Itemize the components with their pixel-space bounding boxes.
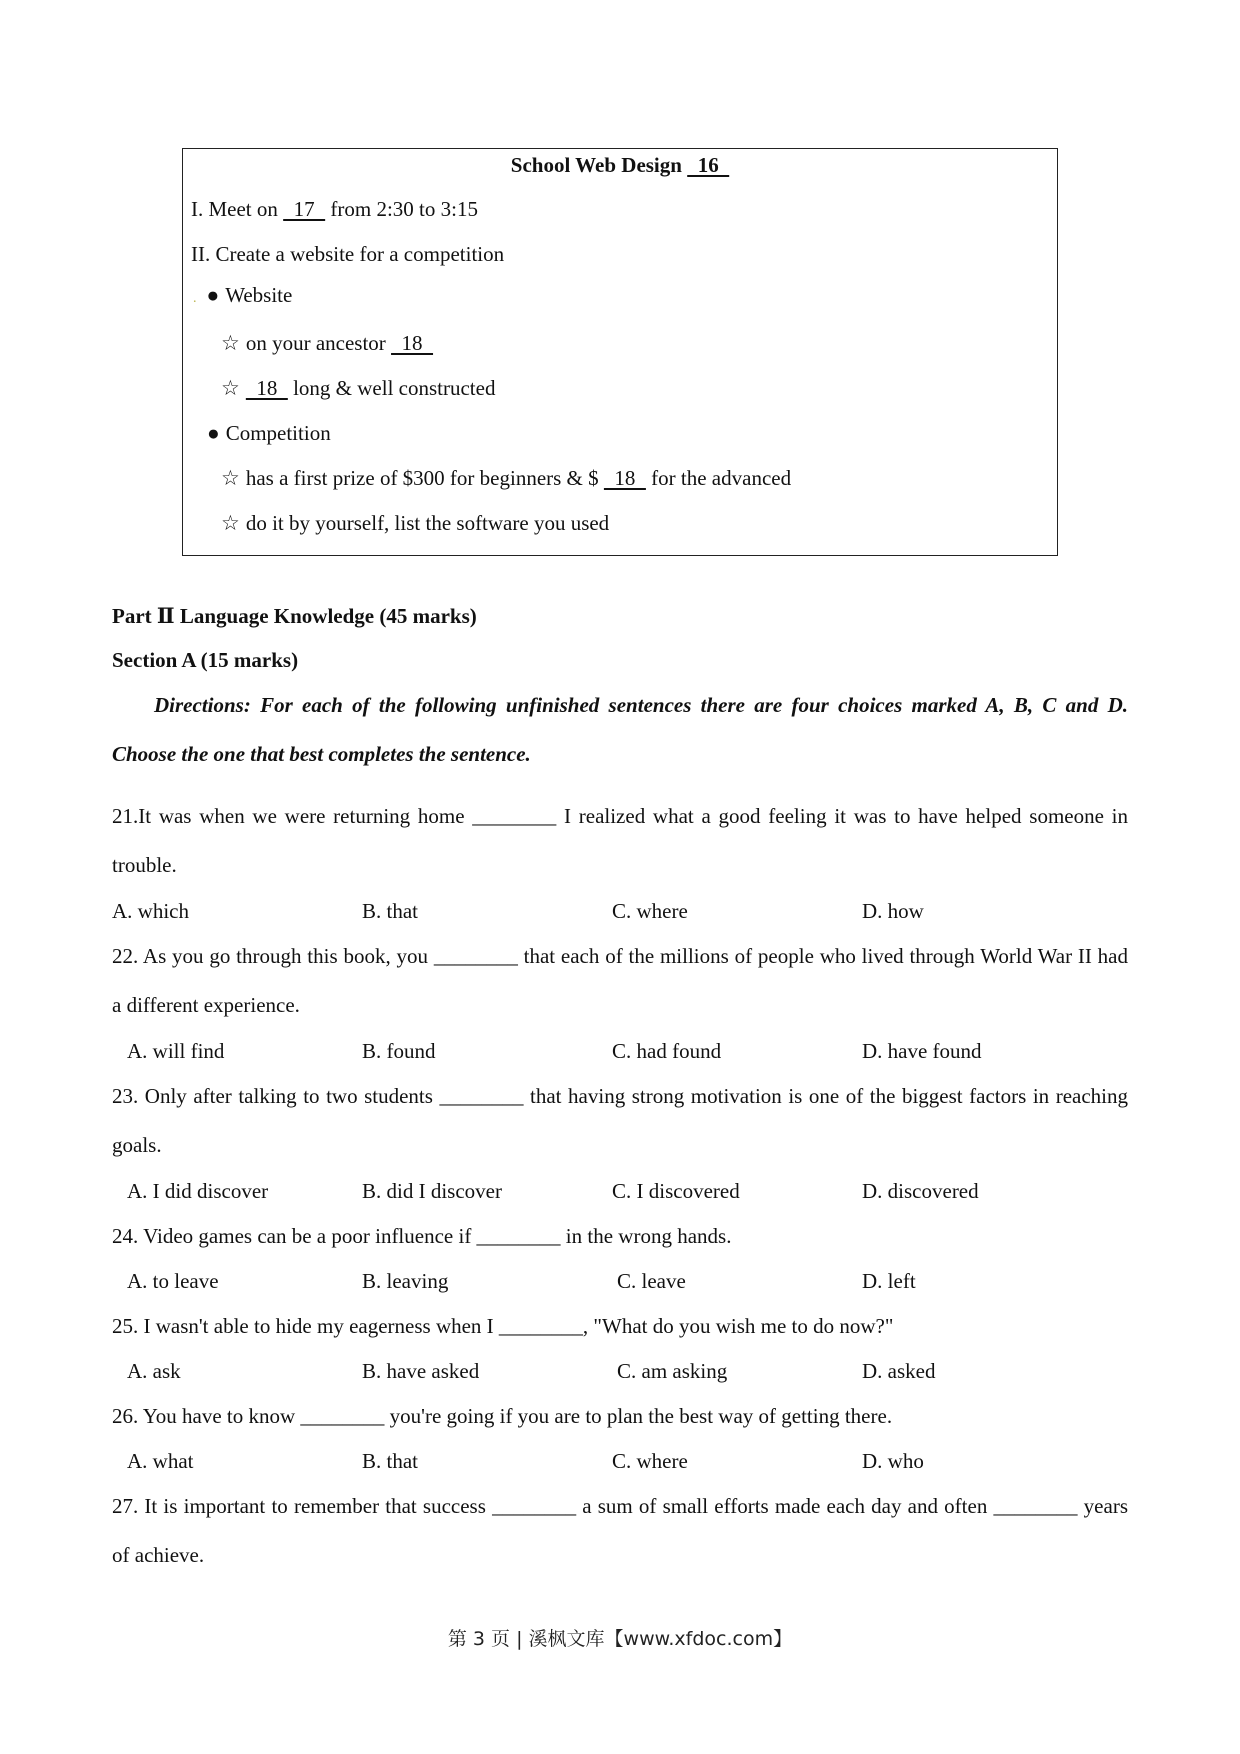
page-footer: 第 3 页 | 溪枫文库【www.xfdoc.com】 (447, 1628, 793, 1650)
question-23: 23. Only after talking to two students ________ that having strong motivation is one of the biggest factors in reaching goals. (112, 1084, 1128, 1157)
option-22-c[interactable]: C. had found (612, 1039, 722, 1063)
option-26-c[interactable]: C. where (612, 1449, 688, 1473)
option-25-b[interactable]: B. have asked (362, 1359, 480, 1383)
option-21-b[interactable]: B. that (362, 899, 418, 923)
option-23-d[interactable]: D. discovered (862, 1179, 979, 1203)
star-3-text: has a first prize of $300 for beginners & $ (245, 466, 604, 490)
notes-line-1 (191, 197, 478, 222)
notes-bullet-competition (207, 421, 331, 446)
blank-18a[interactable]: 18 (391, 331, 434, 355)
option-26-b[interactable]: B. that (362, 1449, 418, 1473)
bullet-label-website: Website (225, 283, 293, 307)
star-icon: ☆ (221, 511, 240, 535)
question-26: 26. You have to know ________ you're going if you are to plan the best way of getting there. (112, 1404, 893, 1428)
stray-dot-mark: . (193, 291, 197, 306)
option-21-d[interactable]: D. how (862, 899, 924, 923)
section-heading: Section A (15 marks) (112, 648, 299, 672)
option-23-b[interactable]: B. did I discover (362, 1179, 502, 1203)
option-22-b[interactable]: B. found (362, 1039, 436, 1063)
notes-bullet-website (193, 283, 292, 308)
notes-star-2 (221, 376, 495, 401)
option-24-c[interactable]: C. leave (617, 1269, 686, 1293)
blank-18c[interactable]: 18 (603, 466, 646, 490)
question-25: 25. I wasn't able to hide my eagerness when I ________, "What do you wish me to do now?" (112, 1314, 894, 1338)
question-21: 21.It was when we were returning home ________ I realized what a good feeling it was to have helped someone in trouble. (112, 804, 1128, 877)
question-24: 24. Video games can be a poor influence if ________ in the wrong hands. (112, 1224, 732, 1248)
star-icon: ☆ (221, 376, 240, 400)
option-24-b[interactable]: B. leaving (362, 1269, 449, 1293)
part-heading: Part Ⅱ Language Knowledge (45 marks) (112, 604, 477, 628)
option-21-a[interactable]: A. which (112, 899, 189, 923)
option-24-d[interactable]: D. left (862, 1269, 916, 1293)
option-25-c[interactable]: C. am asking (617, 1359, 728, 1383)
blank-17[interactable]: 17 (283, 197, 326, 221)
notes-line-1-suffix: from 2:30 to 3:15 (325, 197, 478, 221)
star-4-text: do it by yourself, list the software you used (245, 511, 610, 535)
option-21-c[interactable]: C. where (612, 899, 688, 923)
bullet-icon: ● (206, 283, 220, 307)
star-icon: ☆ (221, 331, 240, 355)
notes-line-1-prefix: I. Meet on (191, 197, 284, 221)
option-22-a[interactable]: A. will find (127, 1039, 225, 1063)
star-2-text: long & well constructed (287, 376, 496, 400)
bullet-label-competition: Competition (225, 421, 331, 445)
notes-title (183, 153, 1057, 178)
option-23-a[interactable]: A. I did discover (127, 1179, 269, 1203)
option-23-c[interactable]: C. I discovered (612, 1179, 740, 1203)
question-22: 22. As you go through this book, you ________ that each of the millions of people who lived through World War II had a different experience. (112, 944, 1128, 1017)
notes-box (182, 148, 1058, 556)
star-icon: ☆ (221, 466, 240, 490)
notes-star-3 (221, 466, 791, 491)
option-26-a[interactable]: A. what (127, 1449, 194, 1473)
blank-16[interactable]: 16 (687, 153, 730, 177)
bullet-icon: ● (207, 421, 220, 445)
notes-title-text: School Web Design (510, 153, 682, 177)
option-25-d[interactable]: D. asked (862, 1359, 936, 1383)
option-24-a[interactable]: A. to leave (127, 1269, 219, 1293)
option-25-a[interactable]: A. ask (127, 1359, 181, 1383)
question-27: 27. It is important to remember that success ________ a sum of small efforts made each day and often ________ years of achieve. (112, 1494, 1128, 1567)
blank-18b[interactable]: 18 (245, 376, 288, 400)
notes-star-1 (221, 331, 433, 356)
star-1-text: on your ancestor (245, 331, 392, 355)
directions: Directions: For each of the following unfinished sentences there are four choices marked A, B, C and D. Choose the one that best completes the sentence. (112, 693, 1128, 766)
notes-star-4 (221, 511, 609, 536)
option-22-d[interactable]: D. have found (862, 1039, 982, 1063)
star-3-suffix: for the advanced (645, 466, 792, 490)
option-26-d[interactable]: D. who (862, 1449, 924, 1473)
notes-line-2: II. Create a website for a competition (191, 242, 505, 266)
